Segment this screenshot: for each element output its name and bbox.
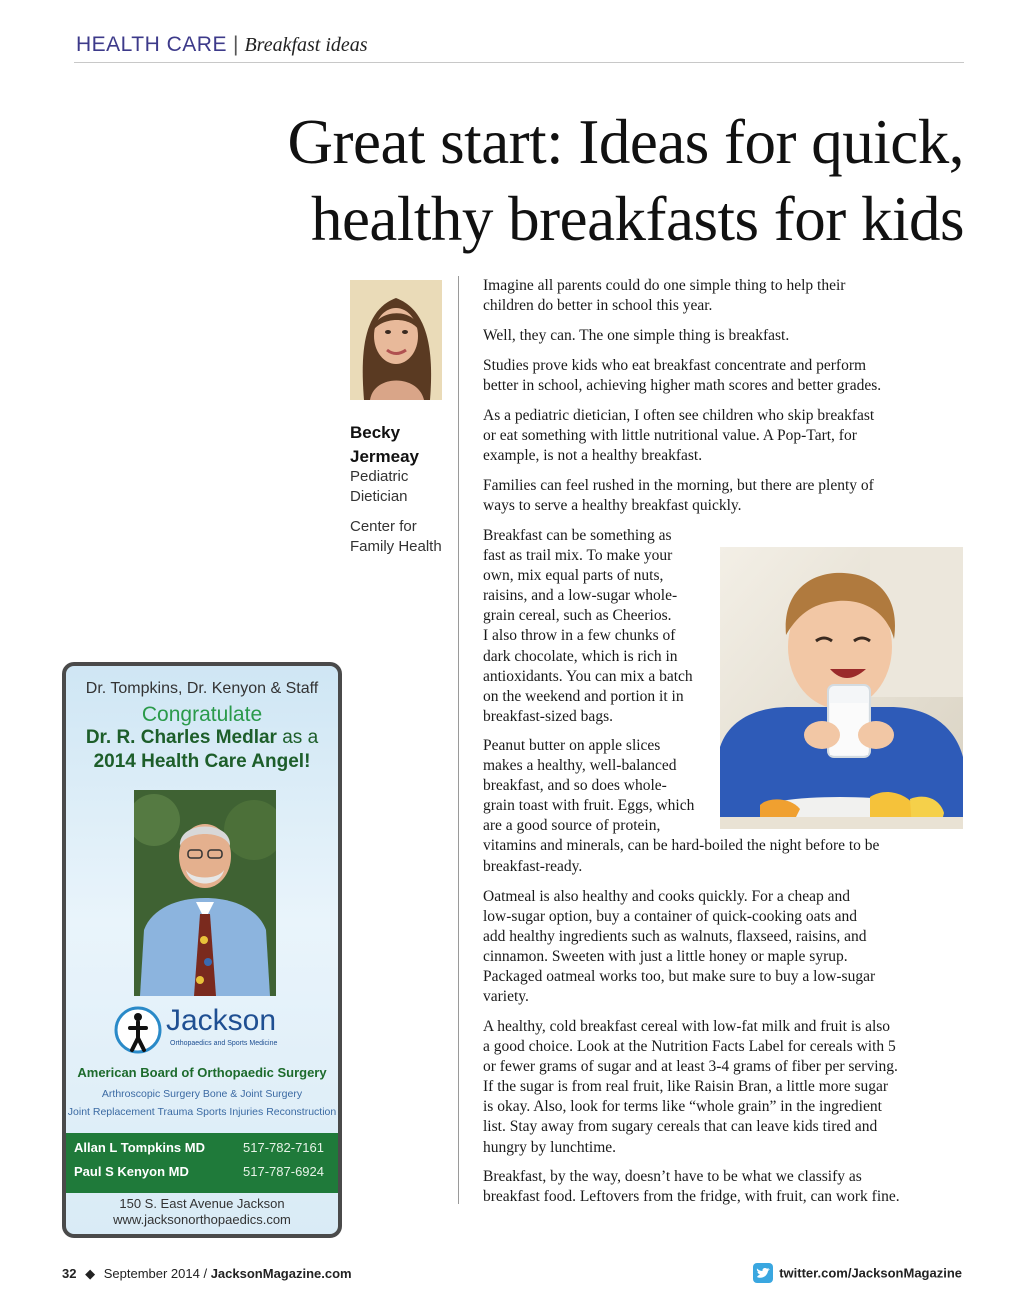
article-text-line: or fewer grams of sugar and at least 3-4 grams of fiber per serving. [483,1058,898,1076]
article-text-line: breakfast-sized bags. [483,707,613,725]
ad-staff-line: Dr. Tompkins, Dr. Kenyon & Staff [85,680,319,697]
page-number: 32 [62,1266,77,1281]
article-text-line: If the sugar is from real fruit, like Raisin Bran, a little more sugar [483,1078,889,1096]
article-text-line: Peanut butter on apple slices [483,737,661,754]
ad-doctors-panel [66,1133,338,1193]
ad-doctor-row [74,1140,330,1162]
article-paragraph [483,526,693,727]
ad-doctor-row [74,1164,330,1186]
article-text-line: variety. [483,988,529,1006]
section-header [76,32,368,57]
article-text-line: Breakfast, by the way, doesn’t have to be what we classify as [483,1168,862,1185]
article-headline [204,104,964,258]
article-paragraph [483,1017,898,1158]
twitter-icon [753,1263,773,1283]
article-text-line: ways to serve a healthy breakfast quickly. [483,497,742,515]
author-title-line: Dietician [350,488,408,505]
footer-right [753,1264,962,1284]
ad-honoree: Dr. R. Charles Medlar [85,727,277,748]
article-paragraph [483,887,875,1008]
ad-logo-tagline: Orthopaedics and Sports Medicine [170,1040,278,1047]
ad-doctor-phone: 517-787-6924 [243,1164,324,1179]
article-text-line: breakfast-ready. [483,857,583,875]
article-text-line: Imagine all parents could do one simple thing to help their [483,277,846,294]
article-text-line: breakfast, and so does whole- [483,777,667,795]
article-paragraph [483,1167,900,1207]
article-text-line: fast as trail mix. To make your [483,547,673,565]
ad-services-line: Arthroscopic Surgery Bone & Joint Surgery [101,1088,303,1100]
ad-website: www.jacksonorthopaedics.com [113,1212,291,1227]
author-photo [350,280,442,400]
jackson-orthopaedics-ad [62,662,342,1238]
headline-line-1: Great start: Ideas for quick, [287,107,964,177]
article-text-line: on the weekend and portion it in [483,687,684,705]
section-label: HEALTH CARE [76,33,227,56]
headline-line-2: healthy breakfasts for kids [310,184,964,254]
ad-award: 2014 Health Care Angel! [93,751,311,772]
ad-congratulate: Congratulate [141,703,263,726]
article-text-line: a good choice. Look at the Nutrition Facts Label for cereals with 5 [483,1038,896,1056]
article-paragraph [483,276,845,316]
author-title [350,467,408,507]
article-text-line: Breakfast can be something as [483,527,672,544]
article-text-line: example, is not a healthy breakfast. [483,447,703,465]
article-text-line: Studies prove kids who eat breakfast concentrate and perform [483,357,867,374]
article-text-line: Packaged oatmeal works too, but make sure to buy a low-sugar [483,968,876,986]
ad-board-line: American Board of Orthopaedic Surgery [77,1065,327,1080]
article-text-line: As a pediatric dietician, I often see children who skip breakfast [483,407,875,424]
author-last-name: Jermeay [350,447,420,466]
article-paragraph [483,326,789,346]
section-separator: | [232,33,239,56]
author-first-name: Becky [350,423,401,442]
ad-doctor-phone: 517-782-7161 [243,1140,324,1155]
article-text-line: Oatmeal is also healthy and cooks quickly. For a cheap and [483,888,851,905]
footer-bullet: ◆ [85,1266,96,1281]
article-text-line: cinnamon. Sweeten with just a little honey or maple syrup. [483,948,848,966]
article-text-line: are a good source of protein, [483,817,661,835]
article-text-line: better in school, achieving higher math scores and better grades. [483,377,882,395]
child-drinking-milk-photo [720,547,963,829]
jackson-logo [114,1004,294,1058]
article-paragraph [483,356,881,396]
column-divider [458,276,459,1204]
ad-address: 150 S. East Avenue Jackson [119,1196,285,1211]
article-text-line: vitamins and minerals, can be hard-boiled the night before to be [483,837,880,855]
article-text-line: Families can feel rushed in the morning, but there are plenty of [483,477,874,494]
article-text-line: makes a healthy, well-balanced [483,757,677,775]
article-text-line: own, mix equal parts of nuts, [483,567,664,585]
subsection-label: Breakfast ideas [244,34,368,56]
article-text-line: grain toast with fruit. Eggs, which [483,797,695,815]
ad-doctor-name: Paul S Kenyon MD [74,1164,189,1179]
ad-honoree-photo [134,790,276,996]
footer-magazine-link[interactable]: JacksonMagazine.com [210,1266,352,1281]
article-paragraph [483,476,874,516]
author-org-line: Family Health [350,538,442,555]
article-text-line: breakfast food. Leftovers from the fridge, with fruit, can work fine. [483,1188,900,1206]
author-title-line: Pediatric [350,468,409,485]
twitter-link[interactable]: twitter.com/JacksonMagazine [779,1265,962,1281]
author-organization [350,517,442,557]
footer-left [62,1266,352,1282]
article-text-line: raisins, and a low-sugar whole- [483,587,678,605]
article-text-line: add healthy ingredients such as walnuts, flaxseed, raisins, and [483,928,867,946]
article-text-line: list. Stay away from sugary cereals that can leave kids tired and [483,1118,878,1136]
ad-services-line: Joint Replacement Trauma Sports Injuries Reconstruction [67,1106,337,1118]
ad-doctor-name: Allan L Tompkins MD [74,1140,205,1155]
article-text-line: grain cereal, such as Cheerios. [483,607,672,625]
ad-logo-name: Jackson [166,1004,277,1037]
article-text-line: children do better in school this year. [483,297,713,315]
article-text-line: dark chocolate, which is rich in [483,647,678,665]
ad-as-a: as a [282,727,319,748]
author-name [350,421,419,469]
ad-honoree-line [66,727,338,749]
article-text-line: I also throw in a few chunks of [483,627,676,645]
header-divider [74,62,964,63]
article-text-line: low-sugar option, buy a container of quick-cooking oats and [483,908,858,926]
article-text-line: Well, they can. The one simple thing is breakfast. [483,327,790,344]
footer-issue: September 2014 / [103,1266,208,1281]
article-text-line: antioxidants. You can mix a batch [483,667,693,685]
article-text-line: is okay. Also, look for terms like “whole grain” in the ingredient [483,1098,882,1116]
article-paragraph [483,406,874,466]
article-text-line: or eat something with little nutritional value. A Pop-Tart, for [483,427,857,445]
article-text-line: hungry by lunchtime. [483,1138,617,1156]
article-text-line: A healthy, cold breakfast cereal with low-fat milk and fruit is also [483,1018,891,1035]
author-org-line: Center for [350,518,417,535]
